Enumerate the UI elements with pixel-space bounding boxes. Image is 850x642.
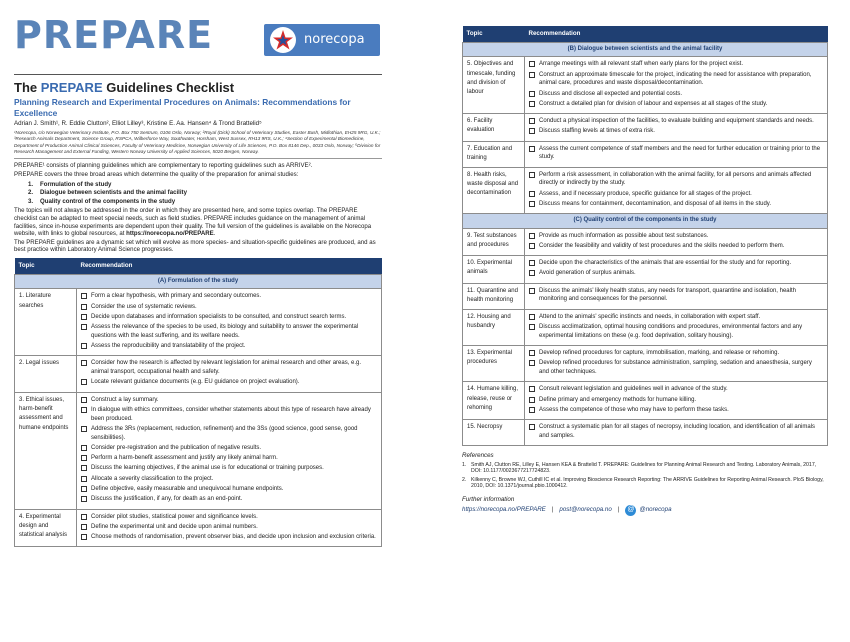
checkbox[interactable] [529,243,535,249]
checkbox[interactable] [529,288,535,294]
list-item [28,198,382,206]
authors: Adrian J. Smith¹, R. Eddie Clutton², Elliot Lilley³, Kristine E. Aa. Hansen⁴ & Trond Brattelid⁵ [14,120,262,128]
further-links [462,505,828,516]
recommendation-cell [525,345,828,381]
topic-cell: 3. Ethical issues, harm-benefit assessment and humane endpoints [15,392,77,509]
checklist-item-text: Construct a systematic plan for all stages of necropsy, including location, and identification of all animals and samples. [539,424,816,439]
recommendation-cell [525,283,828,309]
checklist-item-text: Develop refined procedures for capture, immobilisation, marking, and release or rehoming. [539,349,780,356]
recommendation-cell [525,228,828,256]
checkbox[interactable] [81,496,87,502]
checklist-item [81,313,377,322]
checklist-item-text: Choose methods of randomisation, prevent observer bias, and decide upon inclusion and exclusion criteria. [91,534,376,541]
right-column [462,26,828,516]
checkbox[interactable] [529,350,535,356]
checklist-item [81,533,377,542]
checklist-item-text: Discuss staffing levels at times of extra risk. [539,128,655,135]
further-information [462,496,828,516]
table-row [463,382,828,420]
recommendation-cell [525,420,828,446]
column-header-recommendation: Recommendation [525,26,828,42]
title-prefix: The [14,80,41,95]
table-row [463,167,828,214]
table-row [463,283,828,309]
checklist-item-text: Discuss acclimatization, optimal housing conditions and procedures, environmental factors and any experimental limitations on these (e.g. food deprivation, solitary housing). [539,324,803,339]
twitter-link[interactable]: @norecopa [639,506,672,514]
checklist-item-text: Allocate a severity classification to the project. [91,475,214,482]
separator: | [551,506,554,514]
checklist-item [529,200,823,209]
checklist-item [529,145,823,162]
topic-cell: 9. Test substances and procedures [463,228,525,256]
checklist-item-text: Define objective, easily measurable and unequivocal humane endpoints. [91,486,284,493]
norecopa-star-icon [270,27,296,53]
checklist-item [81,454,377,463]
checkbox[interactable] [81,379,87,385]
checklist-item [529,232,823,241]
recommendation-cell [525,167,828,214]
area-label: Quality control of the components in the study [40,197,176,205]
checklist-item [529,100,823,109]
checklist-item-text: Consider pre-registration and the publication of negative results. [91,444,262,451]
checklist-item-text: Construct an approximate timescale for the project, indicating the need for assistance with preparation, animal care, procedures and waste disposal/decontamination. [539,71,812,87]
checklist-item-text: Assess the current competence of staff members and the need for further education or training prior to the study. [539,145,821,161]
column-header-recommendation: Recommendation [77,258,382,274]
checklist-item-text: Address the 3Rs (replacement, reduction, refinement) and the 3Ss (good science, good sense, good sensibilities). [91,425,358,441]
checkbox[interactable] [529,101,535,107]
checkbox[interactable] [529,201,535,207]
checklist-item [81,464,377,473]
checkbox[interactable] [529,191,535,197]
checklist-item-text: Develop refined procedures for substance administration, sampling, sedation and anaesthesia, surgery and other techniques. [539,360,812,375]
checkbox[interactable] [529,324,535,330]
checklist-item [529,396,823,405]
checklist-item [81,523,377,532]
title-accent: PREPARE [40,80,103,95]
intro-text: PREPARE¹ consists of planning guidelines which are complementary to reporting guidelines such as ARRIVE². [14,162,313,170]
areas-list [28,181,382,206]
checkbox[interactable] [529,172,535,178]
checkbox[interactable] [529,61,535,67]
norecopa-logo[interactable] [264,24,380,56]
checkbox[interactable] [529,407,535,413]
checklist-item [81,513,377,522]
topic-cell: 2. Legal issues [15,356,77,392]
topic-cell: 15. Necropsy [463,420,525,446]
checkbox[interactable] [81,314,87,320]
reference-item [462,477,828,490]
checklist-item-text: Assess the reproducibility and translatability of the project. [91,343,246,350]
topic-cell: 5. Objectives and timescale, funding and division of labour [463,57,525,114]
checklist-item-text: Form a clear hypothesis, with primary and secondary outcomes. [91,293,262,300]
checklist-item [529,423,823,440]
checklist-item [529,90,823,99]
table-row [463,309,828,345]
checklist-item-text: Conduct a physical inspection of the facilities, to evaluate building and equipment standards and needs. [539,118,814,125]
section-heading: (A) Formulation of the study [15,274,382,289]
checkbox[interactable] [81,360,87,366]
references-title: References [462,452,494,460]
table-row [15,392,382,509]
checklist-item-text: Assess the competence of those who may have to perform these tasks. [539,406,729,413]
checklist-item-text: Consider the feasibility and validity of test procedures and the skills needed to perform them. [539,242,785,249]
checklist-item-text: Perform a risk assessment, in collaboration with the animal facility, for all persons and animals affected directly or indirectly by the study. [539,171,812,187]
checklist-item [529,190,823,199]
recommendation-cell [525,114,828,142]
checkbox[interactable] [81,524,87,530]
guidelines-paragraph [14,207,382,237]
checklist-item-text: Provide as much information as possible about test substances. [539,232,709,239]
checklist-item [81,475,377,484]
paragraph-text: . [213,230,216,238]
checklist-item-text: Define the experimental unit and decide upon animal numbers. [91,523,258,530]
topic-cell: 7. Education and training [463,141,525,167]
recommendation-cell [77,356,382,392]
separator: | [617,506,620,514]
reference-num: 2. [462,476,467,483]
checkbox[interactable] [529,72,535,78]
checklist-item [81,292,377,301]
recommendation-cell [525,256,828,284]
checklist-item [81,359,377,376]
checkbox[interactable] [529,146,535,152]
checkbox[interactable] [529,270,535,276]
norecopa-logo-text: norecopa [304,31,365,47]
checklist-item-text: Discuss the justification, if any, for death as an end-point. [91,496,243,503]
checklist-item [81,444,377,453]
table-row [463,228,828,256]
intro-text: PREPARE covers the three broad areas which determine the quality of the preparation for animal studies: [14,170,299,178]
checkbox[interactable] [81,293,87,299]
twitter-icon: @ [625,505,636,516]
checklist-item [81,485,377,494]
checklist-item-text: Discuss means for containment, decontamination, and disposal of all items in the study. [539,200,772,207]
checklist-table-bc [462,26,828,446]
checkbox[interactable] [81,476,87,482]
checklist-item-text: Decide upon the characteristics of the animals that are essential for the study and for reporting. [539,260,792,267]
checklist-item [81,342,377,351]
divider [14,74,382,75]
checklist-item [529,323,823,340]
reference-num: 1. [462,461,467,468]
checkbox[interactable] [81,324,87,330]
table-row [15,509,382,547]
checklist-item [529,171,823,188]
checklist-item-text: Decide upon databases and information specialists to be consulted, and construct search terms. [91,313,347,320]
checklist-item [81,396,377,405]
checklist-item [529,287,823,304]
checklist-item [529,127,823,136]
prepare-link[interactable]: https://norecopa.no/PREPARE [126,230,214,238]
reference-text: Smith AJ, Clutton RE, Lilley E, Hansen KEA & Brattelid T. PREPARE: Guidelines for Planning Animal Research and Testing. Laboratory Animals, 2017, DOI: 10.1177/0023677217724823. [471,461,817,475]
topic-cell: 13. Experimental procedures [463,345,525,381]
checkbox[interactable] [529,424,535,430]
left-column [14,10,382,547]
checklist-item-text: Perform a harm-benefit assessment and justify any likely animal harm. [91,455,278,462]
checklist-item-text: Define primary and emergency methods for humane killing. [539,396,697,403]
recommendation-cell [525,141,828,167]
checkbox[interactable] [529,128,535,134]
checklist-item [529,60,823,69]
area-num: 1. [28,180,34,188]
table-row [15,356,382,392]
checklist-item-text: Discuss and disclose all expected and potential costs. [539,90,683,97]
checkbox[interactable] [81,426,87,432]
checkbox[interactable] [81,343,87,349]
reference-item [462,462,828,475]
table-row [463,420,828,446]
topic-cell: 1. Literature searches [15,289,77,356]
further-title: Further information [462,495,515,503]
checklist-item [529,71,823,88]
checkbox[interactable] [529,386,535,392]
paragraph-text: The topics will not always be addressed in the order in which they are presented here, and some topics overlap. The PREPARE checklist can be adapted to meet special needs, such as field studies. PREPARE includes guidance on the management of animal facilities, since in-house experiments are dependent upon their quality. The full version of the guidelines is available on the Norecopa website, with links to global resources, at [14,207,372,238]
checkbox[interactable] [81,397,87,403]
checkbox[interactable] [81,514,87,520]
section-heading: (B) Dialogue between scientists and the animal facility [463,42,828,57]
affiliations: ¹Norecopa, c/o Norwegian Veterinary Institute, P.O. Box 750 Sentrum, 0106 Oslo, Norway; ²Royal (Dick) School of Veterinary Studies, Easter Bush, Midlothian, EH25 9RG, U.K.; ³Research Animals Department, Science Group, RSPCA, Wilberforce Way, Southwater, Horsham, West Sussex, RH13 9RS, U.K.; ⁴Section of Experimental Biomedicine, Department of Production Animal Clinical Sciences, Faculty of Veterinary Medicine, Norwegian University of Life Sciences, P.O. Box 8146 Dep., 0033 Oslo, Norway; ⁵Division for Research Management and External Funding, Western Norway University of Applied Sciences, 5020 Bergen, Norway. [14,130,381,155]
area-label: Formulation of the study [40,180,112,188]
checklist-item [529,242,823,251]
checklist-item [529,117,823,126]
area-num: 2. [28,189,34,197]
topic-cell: 12. Housing and husbandry [463,309,525,345]
checklist-item [529,259,823,268]
area-label: Dialogue between scientists and the animal facility [40,189,187,197]
title-suffix: Guidelines Checklist [102,80,235,95]
recommendation-cell [525,57,828,114]
brand-title: PREPARE [14,13,214,57]
topic-cell: 14. Humane killing, release, reuse or rehoming [463,382,525,420]
checklist-item [81,303,377,312]
table-row [463,114,828,142]
guidelines-paragraph: The PREPARE guidelines are a dynamic set which will evolve as more species- and situation-specific guidelines are produced, and as best practice within Laboratory Animal Science progresses. [14,238,376,254]
topic-cell: 11. Quarantine and health monitoring [463,283,525,309]
checklist-item-text: Assess the relevance of the species to be used, its biology and suitability to answer the experimental questions with the least suffering, and its welfare needs. [91,324,359,339]
checkbox[interactable] [81,455,87,461]
checklist-item-text: Attend to the animals' specific instincts and needs, in collaboration with expert staff. [539,313,761,320]
topic-cell: 10. Experimental animals [463,256,525,284]
table-row [463,345,828,381]
recommendation-cell [77,289,382,356]
topic-cell: 8. Health risks, waste disposal and decontamination [463,167,525,214]
divider [14,158,382,159]
checkbox[interactable] [529,397,535,403]
table-row [463,141,828,167]
website-link[interactable]: https://norecopa.no/PREPARE [462,506,546,514]
checklist-item [529,406,823,415]
checklist-item [529,269,823,278]
checkbox[interactable] [529,360,535,366]
email-link[interactable]: post@norecopa.no [559,506,612,514]
checkbox[interactable] [529,233,535,239]
checklist-item [81,406,377,423]
list-item [28,189,382,197]
reference-text: Kilkenny C, Browne WJ, Cuthill IC et al. Improving Bioscience Research Reporting: The ARRIVE Guidelines for Reporting Animal Research. PloS Biology, 2010, DOI: 10.1371/journal.pbio.1000412. [471,476,824,490]
doc-title [14,80,382,96]
area-num: 3. [28,197,34,205]
checklist-item-text: Locate relevant guidance documents (e.g. EU guidance on project evaluation). [91,379,300,386]
doc-subtitle: Planning Research and Experimental Procedures on Animals: Recommendations for Excellence [14,97,351,118]
checklist-item-text: Consider how the research is affected by relevant legislation for animal research and other areas, e.g. animal transport, occupational health and safety. [91,360,362,376]
checklist-item [529,385,823,394]
checkbox[interactable] [81,407,87,413]
checklist-item-text: Discuss the animals' likely health status, any needs for transport, quarantine and isolation, health monitoring and consequences for the personnel. [539,287,796,303]
checklist-body [463,214,828,446]
checklist-item [81,323,377,340]
checklist-item-text: Assess, and if necessary produce, specific guidance for all stages of the project. [539,190,752,197]
checklist-item-text: Discuss the learning objectives, if the animal use is for educational or training purposes. [91,465,324,472]
recommendation-cell [525,309,828,345]
checklist-item-text: Arrange meetings with all relevant staff when early plans for the project exist. [539,61,743,68]
checkbox[interactable] [529,91,535,97]
checkbox[interactable] [81,445,87,451]
checkbox[interactable] [529,314,535,320]
recommendation-cell [525,382,828,420]
checklist-item [81,425,377,442]
table-row [463,256,828,284]
checklist-item-text: Consider the use of systematic reviews. [91,303,197,310]
checklist-item-text: Construct a detailed plan for division of labour and expenses at all stages of the study. [539,100,768,107]
checklist-item [529,359,823,376]
header [14,10,382,66]
checklist-item-text: Consult relevant legislation and guidelines well in advance of the study. [539,386,728,393]
checklist-body [463,42,828,213]
column-header-topic: Topic [15,258,77,274]
section-heading: (C) Quality control of the components in the study [463,214,828,229]
checklist-item [81,495,377,504]
table-row [15,289,382,356]
checklist-item-text: Consider pilot studies, statistical power and significance levels. [91,513,258,520]
topic-cell: 4. Experimental design and statistical analysis [15,509,77,547]
recommendation-cell [77,509,382,547]
checkbox[interactable] [529,118,535,124]
column-header-topic: Topic [463,26,525,42]
checkbox[interactable] [81,534,87,540]
topic-cell: 6. Facility evaluation [463,114,525,142]
checkbox[interactable] [81,486,87,492]
recommendation-cell [77,392,382,509]
checkbox[interactable] [81,465,87,471]
checklist-item-text: Avoid generation of surplus animals. [539,270,636,277]
checklist-item [529,349,823,358]
checklist-item-text: In dialogue with ethics committees, consider whether statements about this type of research have already been produced. [91,406,371,422]
checklist-item-text: Construct a lay summary. [91,396,159,403]
list-item [28,181,382,189]
checklist-body [15,274,382,547]
references [462,452,828,490]
checklist-item [81,378,377,387]
checklist-table-a [14,258,382,547]
checkbox[interactable] [81,304,87,310]
table-row [463,57,828,114]
checkbox[interactable] [529,260,535,266]
checklist-item [529,313,823,322]
